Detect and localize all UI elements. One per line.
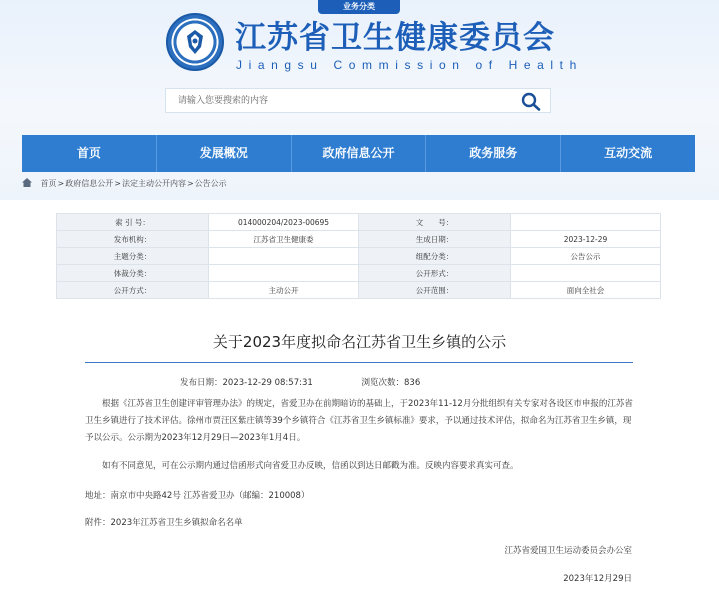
table-row (57, 282, 661, 299)
search-icon[interactable] (520, 91, 542, 111)
meta-value (511, 214, 661, 231)
breadcrumb-home[interactable]: 首页 (40, 179, 57, 188)
search-input[interactable] (166, 89, 506, 112)
meta-value (511, 265, 661, 282)
meta-key: 公开形式： (359, 265, 511, 282)
breadcrumb-separator: > (186, 179, 194, 188)
provincial-seal-icon[interactable] (166, 13, 224, 71)
attachment-link[interactable]: 附件：2023年江苏省卫生乡镇拟命名名单 (85, 518, 243, 528)
search-box (165, 88, 551, 113)
title-divider (85, 362, 633, 363)
views-label: 浏览次数： (361, 378, 404, 388)
nav-interaction[interactable]: 互动交流 (604, 146, 653, 160)
meta-key: 公开方式： (57, 282, 209, 299)
breadcrumb (22, 178, 227, 192)
table-row (57, 265, 661, 282)
address-line: 地址：南京市中央路42号 江苏省爱卫办（邮编：210008） (85, 491, 310, 501)
meta-value: 公告公示 (511, 248, 661, 265)
document-metadata-table (56, 213, 661, 299)
table-row (57, 231, 661, 248)
seal-emblem-icon (184, 29, 206, 55)
meta-key: 体裁分类： (57, 265, 209, 282)
article-title: 关于2023年度拟命名江苏省卫生乡镇的公示 (212, 333, 507, 351)
article-paragraph: 如有不同意见，可在公示期内通过信函形式向省爱卫办反映，信函以到达日邮戳为准。反映内容要求真实可查。 (102, 461, 519, 471)
nav-services[interactable]: 政务服务 (426, 135, 561, 172)
meta-value (209, 265, 359, 282)
meta-value: 主动公开 (209, 282, 359, 299)
meta-value: 2023-12-29 (511, 231, 661, 248)
meta-key: 组配分类： (359, 248, 511, 265)
table-row (57, 214, 661, 231)
meta-value (209, 248, 359, 265)
meta-key: 生成日期： (359, 231, 511, 248)
nav-home[interactable]: 首页 (22, 135, 157, 172)
meta-key: 主题分类： (57, 248, 209, 265)
table-row (57, 248, 661, 265)
breadcrumb-gov-info[interactable]: 政府信息公开 (65, 179, 114, 188)
breadcrumb-separator: > (114, 179, 121, 188)
meta-key: 发布机构： (57, 231, 209, 248)
breadcrumb-statutory[interactable]: 法定主动公开内容 (121, 179, 186, 188)
site-subtitle: Jiangsu Commission of Health (236, 58, 583, 72)
breadcrumb-separator: > (57, 179, 65, 188)
publish-date: 发布日期：2023-12-29 08:57:31 (180, 378, 313, 388)
meta-key: 索 引 号： (57, 214, 209, 231)
publish-info (180, 376, 420, 388)
meta-value: 面向全社会 (511, 282, 661, 299)
business-category-tab[interactable]: 业务分类 (318, 0, 400, 14)
breadcrumb-notices[interactable]: 公告公示 (194, 179, 227, 188)
meta-key: 公开范围： (359, 282, 511, 299)
nav-development[interactable]: 发展概况 (157, 135, 292, 172)
home-icon (22, 178, 32, 187)
views-count: 836 (404, 378, 421, 388)
site-title[interactable]: 江苏省卫生健康委员会 (235, 20, 555, 56)
meta-value: 江苏省卫生健康委 (209, 231, 359, 248)
meta-key: 文 号： (359, 214, 511, 231)
signature: 江苏省爱国卫生运动委员会办公室 (504, 546, 632, 556)
main-nav (22, 135, 695, 172)
meta-value: 014000204/2023-00695 (209, 214, 359, 231)
signature-date: 2023年12月29日 (563, 574, 632, 584)
nav-gov-info[interactable]: 政府信息公开 (292, 135, 427, 172)
article-paragraph: 根据《江苏省卫生创建评审管理办法》的规定，省爱卫办在前期暗访的基础上，于2023年11-12月分批组织有关专家对各设区市申报的江苏省卫生乡镇进行了技术评估。徐州市贾汪区紫庄镇等39个乡镇符合《江苏省卫生乡镇标准》要求，予以通过技术评估，拟命名为江苏省卫生乡镇，现予以公示。公示期为2023年12月29日—2023年1月4日。 (85, 399, 633, 443)
